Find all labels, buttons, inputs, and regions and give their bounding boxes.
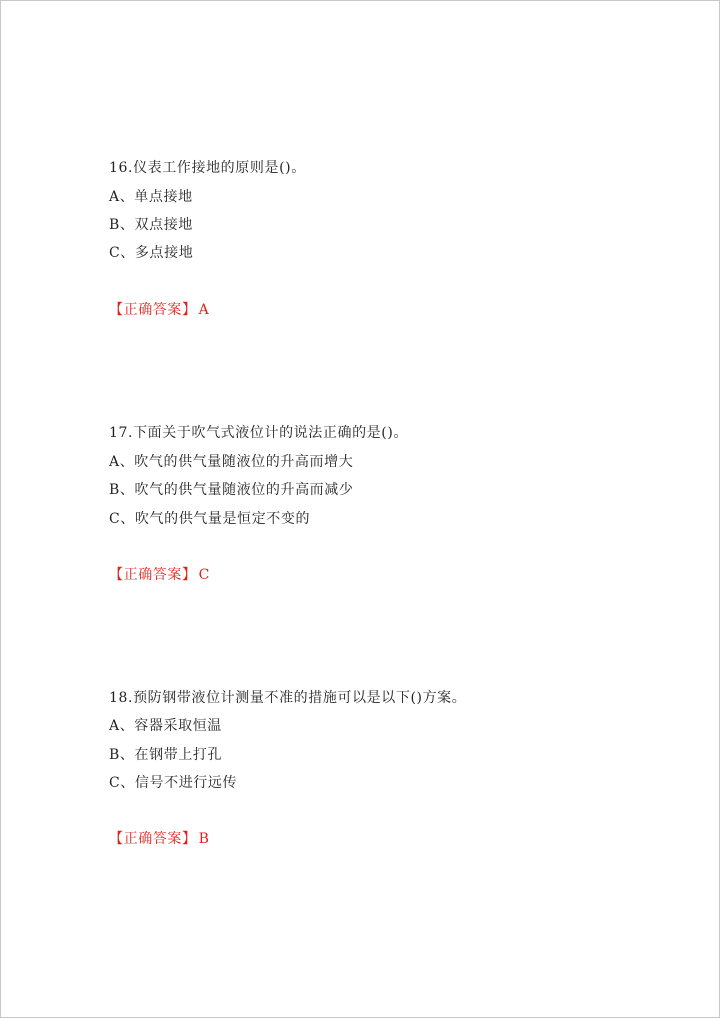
answer-value: A xyxy=(198,302,210,318)
answer-label: 【正确答案】 xyxy=(109,567,197,583)
question-17-stem: 17.下面关于吹气式液位计的说法正确的是()。 xyxy=(109,425,408,441)
question-16-option-c: C、多点接地 xyxy=(109,245,194,261)
question-18-option-c: C、信号不进行远传 xyxy=(109,775,238,791)
question-16-option-b: B、双点接地 xyxy=(109,217,193,233)
answer-value: B xyxy=(198,831,210,847)
question-17-option-c: C、吹气的供气量是恒定不变的 xyxy=(109,511,311,527)
answer-label: 【正确答案】 xyxy=(109,302,197,318)
question-18-option-b: B、在钢带上打孔 xyxy=(109,747,223,763)
answer-value: C xyxy=(198,567,210,583)
question-17-option-b: B、吹气的供气量随液位的升高而减少 xyxy=(109,482,354,498)
question-18-option-a: A、容器采取恒温 xyxy=(109,718,222,734)
question-16-answer xyxy=(109,301,209,319)
question-18-answer xyxy=(109,830,210,848)
question-16-option-a: A、单点接地 xyxy=(109,189,193,205)
question-17-option-a: A、吹气的供气量随液位的升高而增大 xyxy=(109,454,354,470)
question-16-stem: 16.仪表工作接地的原则是()。 xyxy=(109,160,306,176)
question-18-stem: 18.预防钢带液位计测量不准的措施可以是以下()方案。 xyxy=(109,690,467,706)
answer-label: 【正确答案】 xyxy=(109,831,197,847)
question-17-answer xyxy=(109,566,210,584)
